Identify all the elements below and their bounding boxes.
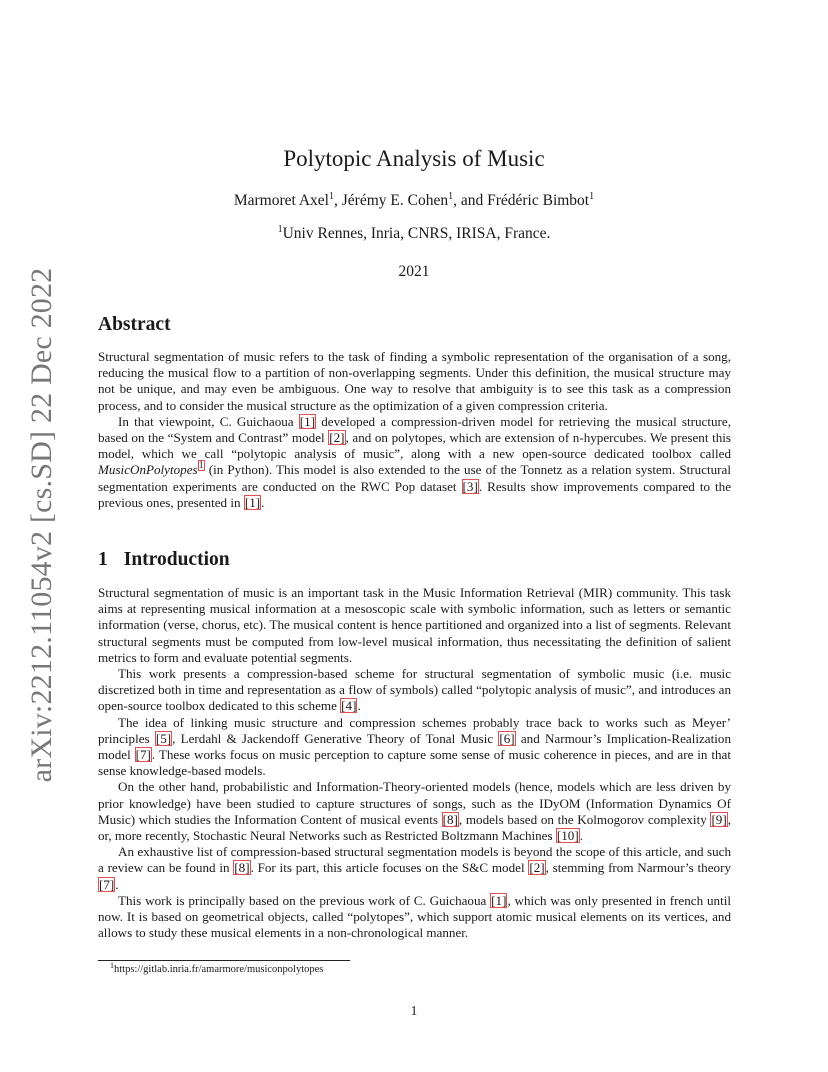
paragraph (98, 715, 731, 780)
section-number: 1 (98, 549, 108, 570)
citation-link[interactable]: [8] (234, 860, 250, 876)
citation-link[interactable]: [1] (299, 413, 316, 429)
paragraph (98, 779, 731, 844)
text-run: . Results show improvements compared to the previous ones, presented in (98, 478, 732, 510)
publication-date: 2021 (398, 263, 430, 280)
text-run: The idea of linking music structure and compression schemes probably trace back to works such as Meyer’ principles (98, 714, 731, 746)
text-run: , Lerdahl & Jackendoff Generative Theory of Tonal Music (172, 730, 499, 746)
text-run: , models based on the Kolmogorov complexity (458, 811, 711, 827)
footnote (110, 961, 324, 975)
abstract-body (98, 349, 731, 511)
citation-link[interactable]: [8] (442, 811, 458, 827)
paper-title: Polytopic Analysis of Music (283, 146, 545, 171)
footnote-mark: 1 (110, 961, 114, 970)
affiliation-mark: 1 (329, 191, 334, 202)
citation-link[interactable]: [4] (341, 698, 357, 714)
text-run: . (261, 494, 265, 510)
text-run: . (357, 698, 361, 714)
citation-link[interactable]: [9] (711, 811, 727, 827)
text-run: An exhaustive list of compression-based structural segmentation models is beyond the scope of this article, and such a review can be found in (98, 844, 731, 876)
text-run: This work is principally based on the previous work of C. Guichaoua (118, 892, 491, 908)
citation-link[interactable]: [3] (462, 478, 478, 494)
author-separator: , and (453, 192, 488, 209)
text-run: . (579, 828, 583, 844)
paragraph (98, 893, 731, 942)
text-run: . (115, 876, 119, 892)
citation-link[interactable]: [1] (244, 494, 261, 510)
author-name: Frédéric Bimbot (487, 192, 590, 209)
text-run: , or, more recently, Stochastic Neural Networks such as Restricted Boltzmann Machines (98, 811, 731, 844)
footnote-url[interactable]: https://gitlab.inria.fr/amarmore/musiconpolytopes (114, 964, 324, 975)
affiliation-text: Univ Rennes, Inria, CNRS, IRISA, France. (282, 225, 551, 242)
text-run: This work presents a compression-based scheme for structural segmentation of symbolic music (i.e. music discretized both in time and representation as a flow of symbols) called “polytopic analysis of music”, and introduces an open-source toolbox dedicated to this scheme (98, 666, 731, 714)
author-separator: , (334, 192, 342, 209)
text-run: (in Python). This model is also extended to the use of the Tonnetz as a relation system. Structural segmentation experiments are conducted on the RWC Pop dataset (98, 462, 731, 494)
paragraph (98, 414, 731, 511)
text-run: . For its part, this article focuses on the S&C model (250, 860, 529, 876)
introduction-heading (98, 549, 230, 571)
author-list (0, 192, 828, 210)
citation-link[interactable]: [1] (491, 892, 507, 908)
paragraph (98, 666, 731, 715)
text-run: . These works focus on music perception to capture some sense of music coherence in pieces, and are in that sense knowledge-based models. (98, 747, 731, 779)
citation-link[interactable]: [5] (155, 730, 172, 746)
paragraph (98, 585, 731, 666)
citation-link[interactable]: [7] (99, 876, 115, 892)
affiliation (0, 225, 828, 243)
text-run: and Narmour’s Implication-Realization model (98, 730, 731, 763)
text-run: Structural segmentation of music refers to the task of finding a symbolic representation of the organisation of a song, reducing the musical flow to a partition of non-overlapping segments. Under this definition, the musical structure may not be unique, and may even be ambiguous. One way to resolve that ambiguity is to see this task as a compression process, and to consider the musical structure as the optimization of a given compression criteria. (98, 349, 731, 413)
page-number: 1 (410, 1003, 418, 1018)
author-name: Jérémy E. Cohen (341, 192, 449, 209)
affiliation-mark: 1 (448, 191, 454, 202)
italic-text: MusicOnPolytopes (98, 462, 198, 478)
paragraph (98, 349, 731, 414)
section-title: Introduction (123, 549, 230, 570)
affiliation-mark: 1 (589, 191, 595, 202)
footnote-link[interactable]: 1 (198, 460, 204, 472)
text-run: Structural segmentation of music is an important task in the Music Information Retrieval (MIR) community. This task aims at representing musical information at a mesoscopic scale with symbolic information, such as letters or semantic information (verse, chorus, etc). The musical content is hence partitioned and organized into a list of segments. Relevant structural segments must be computed from low-level musical information, thus necessitating the definition of salient metrics to form and evaluate potential segments. (98, 585, 731, 665)
citation-link[interactable]: [2] (529, 860, 545, 876)
author-name: Marmoret Axel (233, 192, 329, 209)
abstract-heading: Abstract (98, 314, 171, 335)
citation-link[interactable]: [7] (135, 747, 151, 763)
text-run: On the other hand, probabilistic and Information-Theory-oriented models (hence, models which are less driven by prior knowledge) have been studied to capture structures of songs, such as the IDyOM (Information Dynamics Of Music) which studies the Information Content of musical events (98, 779, 731, 827)
affiliation-mark: 1 (277, 224, 283, 235)
citation-link[interactable]: [10] (556, 828, 579, 844)
text-run: , and on polytopes, which are extension of n-hypercubes. We present this model, which we call “polytopic analysis of music”, along with a new open-source dedicated toolbox called (98, 430, 731, 462)
footnote-rule (98, 960, 350, 961)
text-run: developed a compression-driven model for retrieving the musical structure, based on the “System and Contrast” model (98, 413, 731, 446)
citation-link[interactable]: [2] (329, 430, 345, 446)
arxiv-identifier: arXiv:2212.11054v2 [cs.SD] 22 Dec 2022 (25, 267, 58, 783)
citation-link[interactable]: [6] (499, 730, 515, 746)
text-run: , which was only presented in french until now. It is based on geometrical objects, called “polytopes”, which support atomic musical elements on its vertices, and allows to study these musical elements in a non-chronological manner. (98, 892, 731, 941)
text-run: In that viewpoint, C. Guichaoua (118, 413, 299, 429)
paragraph (98, 844, 731, 893)
introduction-body (98, 585, 731, 941)
text-run: , stemming from Narmour’s theory (545, 860, 731, 876)
arxiv-stamp (20, 267, 64, 783)
